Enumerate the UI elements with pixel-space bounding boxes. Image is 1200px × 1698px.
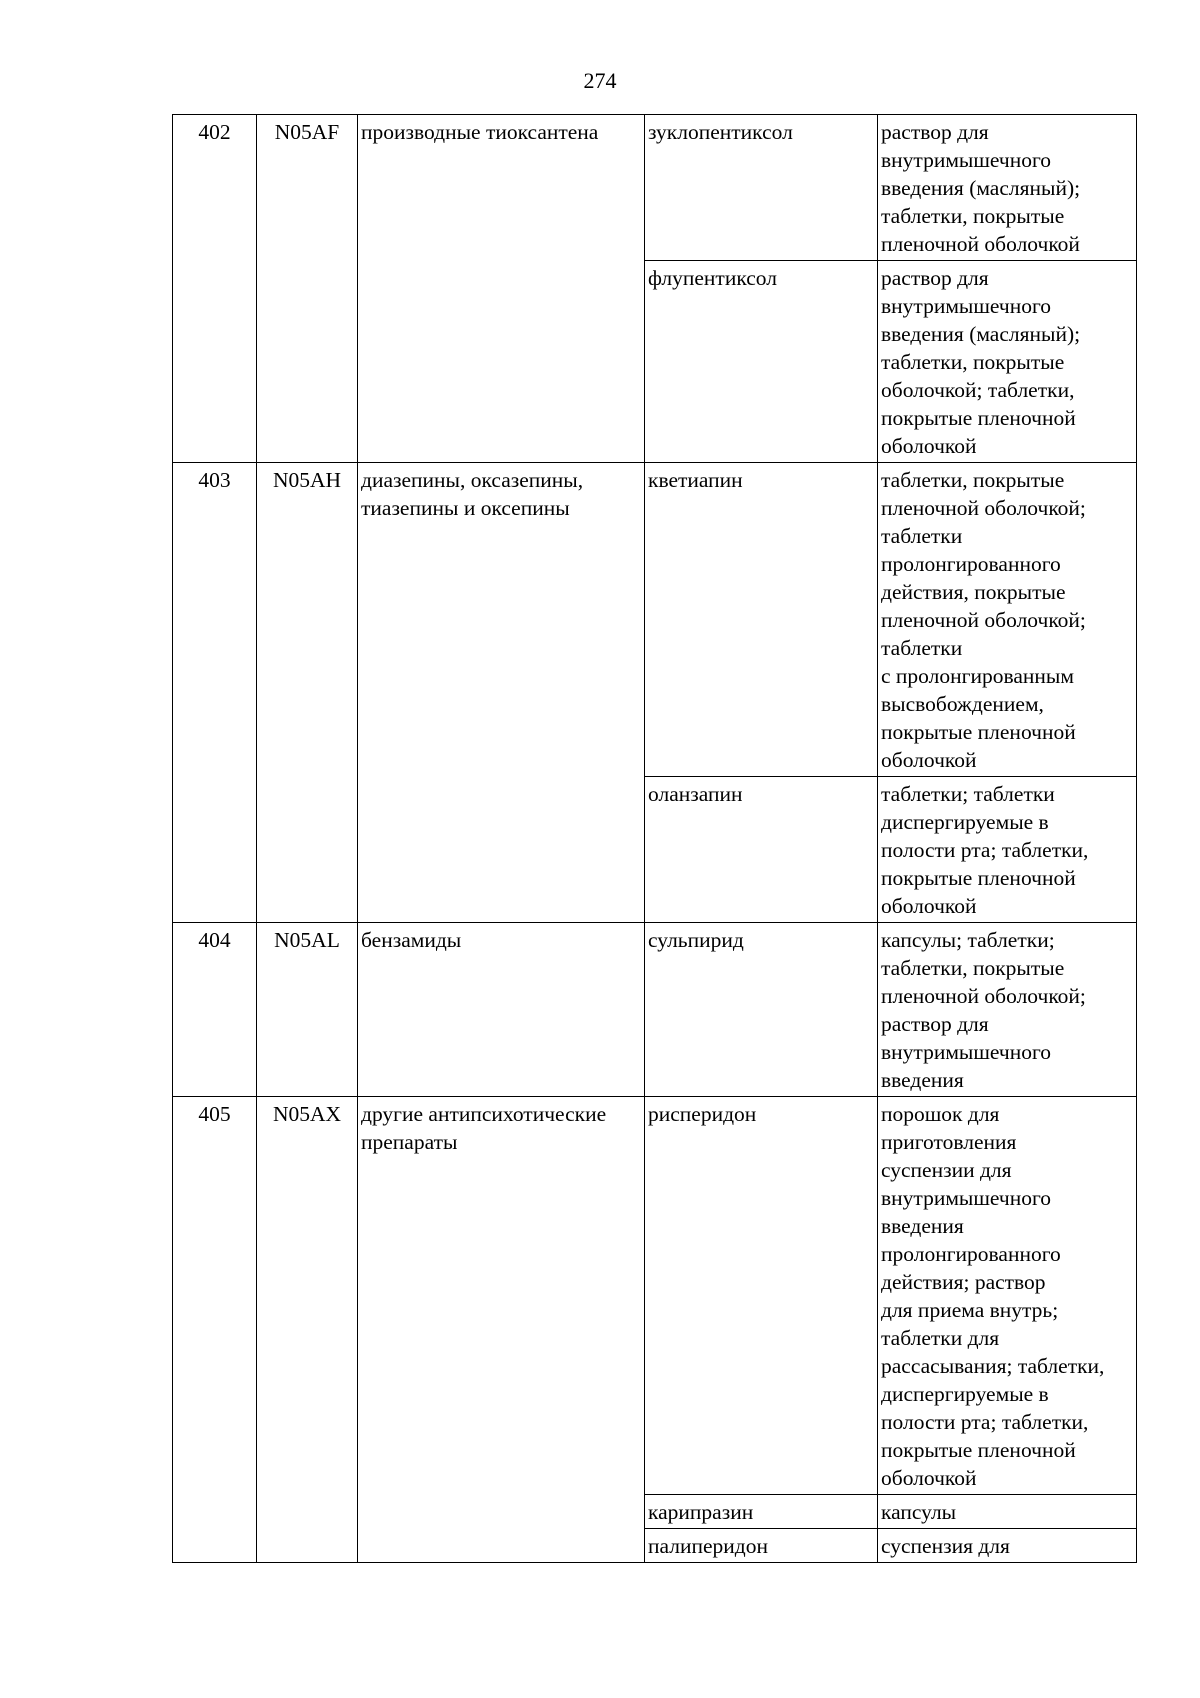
table-row (173, 1097, 1137, 1495)
dosage-form-line: оболочкой; таблетки, (881, 378, 1075, 402)
dosage-form-line: порошок для (881, 1102, 1000, 1126)
dosage-form-line: таблетки, покрытые (881, 468, 1065, 492)
dosage-form-line: суспензия для (881, 1534, 1010, 1558)
dosage-form-line: оболочкой (881, 748, 977, 772)
dosage-form-line: с пролонгированным (881, 664, 1074, 688)
drug-name: карипразин (645, 1495, 878, 1529)
drug-table (172, 114, 1137, 1563)
dosage-form-line: покрытые пленочной (881, 406, 1076, 430)
drug-group-line: бензамиды (361, 928, 462, 952)
atc-code: N05AF (257, 115, 358, 463)
dosage-form-line: пленочной оболочкой; (881, 496, 1086, 520)
drug-group (358, 463, 645, 923)
dosage-form-line: введения (масляный); (881, 176, 1081, 200)
table-row (173, 463, 1137, 777)
dosage-form-line: пленочной оболочкой (881, 232, 1080, 256)
dosage-forms (878, 1529, 1137, 1563)
dosage-form-line: введения (масляный); (881, 322, 1081, 346)
row-number: 403 (173, 463, 257, 923)
drug-name: флупентиксол (645, 261, 878, 463)
drug-name: сульпирид (645, 923, 878, 1097)
drug-name: оланзапин (645, 777, 878, 923)
dosage-form-line: приготовления (881, 1130, 1017, 1154)
atc-code: N05AH (257, 463, 358, 923)
dosage-form-line: таблетки (881, 524, 963, 548)
dosage-form-line: для приема внутрь; (881, 1298, 1059, 1322)
dosage-form-line: оболочкой (881, 434, 977, 458)
dosage-forms (878, 115, 1137, 261)
dosage-form-line: введения (881, 1068, 964, 1092)
dosage-form-line: высвобождением, (881, 692, 1044, 716)
dosage-form-line: суспензии для (881, 1158, 1012, 1182)
dosage-form-line: покрытые пленочной (881, 720, 1076, 744)
dosage-forms (878, 463, 1137, 777)
dosage-form-line: таблетки, покрытые (881, 204, 1065, 228)
drug-name: кветиапин (645, 463, 878, 777)
dosage-form-line: действия, покрытые (881, 580, 1066, 604)
dosage-form-line: полости рта; таблетки, (881, 1410, 1089, 1434)
dosage-form-line: раствор для (881, 120, 989, 144)
dosage-form-line: внутримышечного (881, 294, 1052, 318)
drug-group-line: препараты (361, 1130, 458, 1154)
drug-name: зуклопентиксол (645, 115, 878, 261)
drug-group (358, 115, 645, 463)
dosage-forms (878, 923, 1137, 1097)
dosage-forms (878, 261, 1137, 463)
atc-code: N05AX (257, 1097, 358, 1563)
dosage-form-line: внутримышечного (881, 1186, 1052, 1210)
drug-group (358, 1097, 645, 1563)
dosage-form-line: пролонгированного (881, 1242, 1061, 1266)
page-number: 274 (583, 68, 617, 93)
drug-name: палиперидон (645, 1529, 878, 1563)
row-number: 404 (173, 923, 257, 1097)
dosage-form-line: оболочкой (881, 894, 977, 918)
dosage-form-line: пленочной оболочкой; (881, 984, 1086, 1008)
dosage-form-line: таблетки; таблетки (881, 782, 1055, 806)
dosage-forms (878, 1495, 1137, 1529)
dosage-form-line: раствор для (881, 266, 989, 290)
dosage-form-line: раствор для (881, 1012, 989, 1036)
dosage-form-line: рассасывания; таблетки, (881, 1354, 1105, 1378)
dosage-form-line: введения (881, 1214, 964, 1238)
dosage-form-line: внутримышечного (881, 148, 1052, 172)
drug-group-line: производные тиоксантена (361, 120, 599, 144)
dosage-form-line: пролонгированного (881, 552, 1061, 576)
dosage-form-line: пленочной оболочкой; (881, 608, 1086, 632)
dosage-form-line: полости рта; таблетки, (881, 838, 1089, 862)
dosage-form-line: таблетки, покрытые (881, 956, 1065, 980)
dosage-form-line: капсулы; таблетки; (881, 928, 1055, 952)
drug-group (358, 923, 645, 1097)
table-row (173, 115, 1137, 261)
row-number: 405 (173, 1097, 257, 1563)
dosage-form-line: диспергируемые в (881, 810, 1049, 834)
dosage-form-line: оболочкой (881, 1466, 977, 1490)
drug-group-line: диазепины, оксазепины, (361, 468, 584, 492)
dosage-form-line: таблетки для (881, 1326, 1000, 1350)
dosage-form-line: таблетки (881, 636, 963, 660)
row-number: 402 (173, 115, 257, 463)
dosage-form-line: покрытые пленочной (881, 866, 1076, 890)
dosage-form-line: покрытые пленочной (881, 1438, 1076, 1462)
drug-group-line: тиазепины и оксепины (361, 496, 570, 520)
dosage-form-line: действия; раствор (881, 1270, 1046, 1294)
dosage-form-line: таблетки, покрытые (881, 350, 1065, 374)
atc-code: N05AL (257, 923, 358, 1097)
dosage-form-line: диспергируемые в (881, 1382, 1049, 1406)
dosage-forms (878, 1097, 1137, 1495)
drug-group-line: другие антипсихотические (361, 1102, 607, 1126)
dosage-form-line: капсулы (881, 1500, 957, 1524)
dosage-form-line: внутримышечного (881, 1040, 1052, 1064)
dosage-forms (878, 777, 1137, 923)
drug-name: рисперидон (645, 1097, 878, 1495)
table-row (173, 923, 1137, 1097)
table-body (173, 115, 1137, 1563)
